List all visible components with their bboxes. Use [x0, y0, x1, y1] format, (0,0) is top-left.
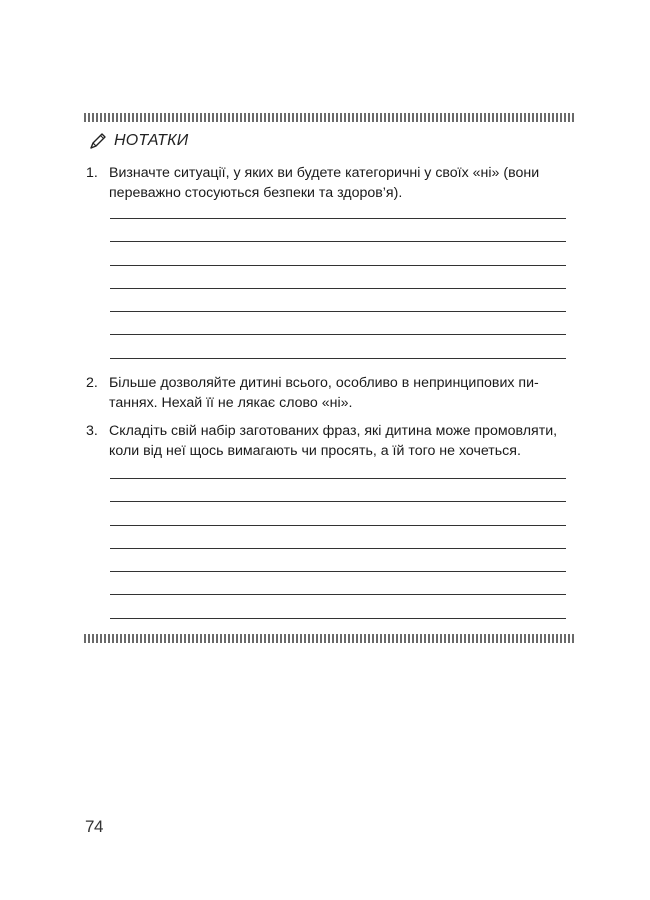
note-item-1 — [86, 163, 582, 203]
bottom-dotted-divider — [84, 634, 575, 643]
answer-line[interactable] — [110, 594, 566, 595]
answer-line[interactable] — [110, 358, 566, 359]
item-number: 1. — [86, 165, 98, 181]
pen-icon — [88, 131, 108, 151]
page-number: 74 — [85, 817, 103, 836]
item-text-line-1: Більше дозволяйте дитині всього, особливо в непринципових пи- — [109, 375, 539, 391]
answer-line[interactable] — [110, 478, 566, 479]
note-item-3 — [86, 421, 582, 461]
item-number: 3. — [86, 423, 98, 439]
answer-line[interactable] — [110, 218, 566, 219]
item-text-line-2: коли від неї щось вимагають чи просять, а їй того не хочеться. — [109, 443, 521, 459]
item-text-line-1: Визначте ситуації, у яких ви будете категоричні у своїх «ні» (вони — [109, 165, 540, 181]
item-text-line-2: переважно стосуються безпеки та здоров’я). — [109, 185, 403, 201]
answer-line[interactable] — [110, 288, 566, 289]
answer-line[interactable] — [110, 571, 566, 572]
item-text-line-2: таннях. Нехай її не лякає слово «ні». — [109, 395, 353, 411]
notes-title: НОТАТКИ — [114, 132, 189, 149]
answer-lines-item-1[interactable] — [110, 218, 566, 381]
answer-line[interactable] — [110, 525, 566, 526]
top-dotted-divider — [84, 113, 575, 122]
answer-lines-item-3[interactable] — [110, 478, 566, 641]
answer-line[interactable] — [110, 265, 566, 266]
item-text-line-1: Складіть свій набір заготованих фраз, які дитина може промовляти, — [109, 423, 558, 439]
answer-line[interactable] — [110, 311, 566, 312]
answer-line[interactable] — [110, 618, 566, 619]
answer-line[interactable] — [110, 501, 566, 502]
note-item-2 — [86, 373, 582, 413]
item-number: 2. — [86, 375, 98, 391]
answer-line[interactable] — [110, 334, 566, 335]
answer-line[interactable] — [110, 241, 566, 242]
answer-line[interactable] — [110, 548, 566, 549]
notes-header — [88, 131, 188, 151]
